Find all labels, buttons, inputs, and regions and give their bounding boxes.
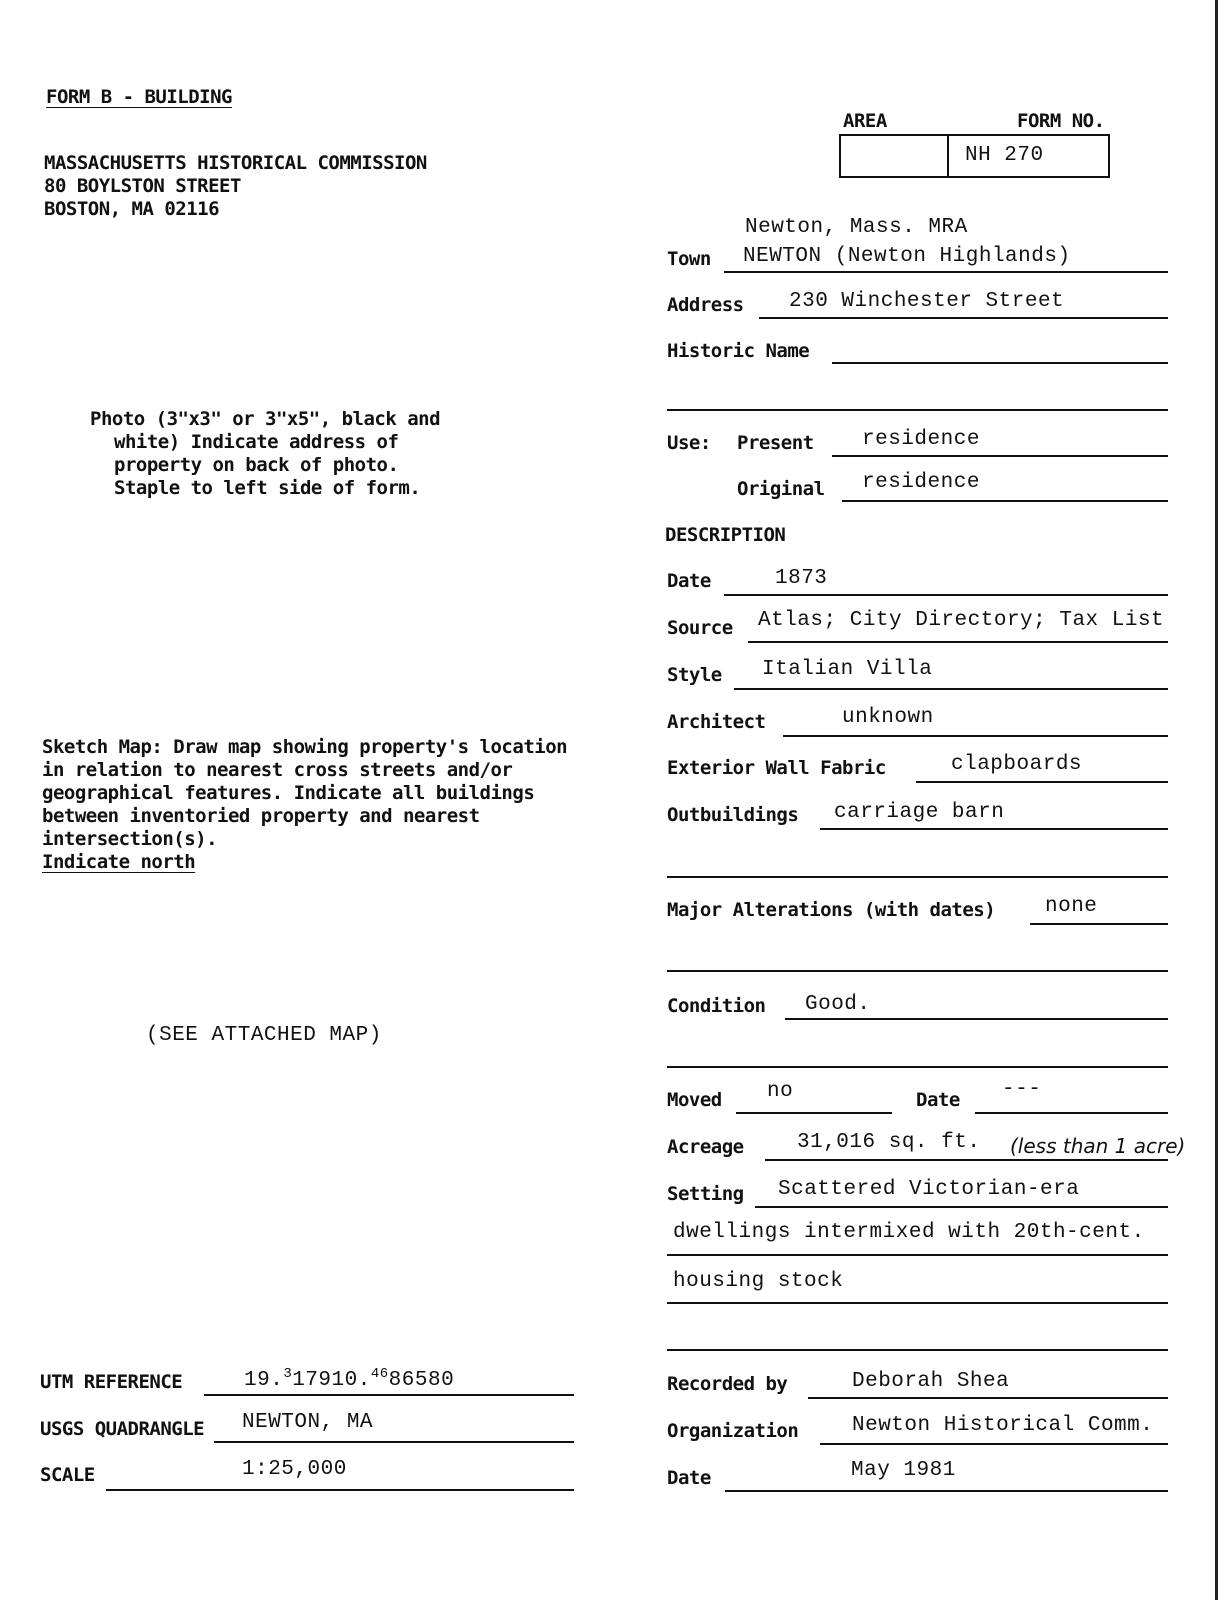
architect-label: Architect bbox=[667, 711, 766, 733]
form-title: FORM B - BUILDING bbox=[46, 86, 232, 108]
utm-northing-prefix: 46 bbox=[370, 1366, 389, 1382]
alterations-label: Major Alterations (with dates) bbox=[667, 899, 996, 921]
description-heading: DESCRIPTION bbox=[665, 524, 786, 546]
present-use-label: Present bbox=[737, 432, 814, 454]
form-no-value: NH 270 bbox=[965, 144, 1044, 167]
address-value: 230 Winchester Street bbox=[789, 290, 1065, 313]
usgs-underline bbox=[214, 1441, 574, 1443]
historic-name-label: Historic Name bbox=[667, 340, 810, 362]
alterations-underline-2 bbox=[667, 970, 1168, 972]
photo-instructions-line: white) Indicate address of bbox=[114, 431, 399, 453]
commission-city: BOSTON, MA 02116 bbox=[44, 198, 220, 220]
usgs-label: USGS QUADRANGLE bbox=[40, 1418, 205, 1440]
utm-underline bbox=[204, 1394, 574, 1396]
sketch-instructions-line: Sketch Map: Draw map showing property's location bbox=[42, 736, 568, 758]
area-label: AREA bbox=[843, 110, 887, 132]
setting-line-3: housing stock bbox=[673, 1270, 844, 1293]
setting-line-1: Scattered Victorian-era bbox=[778, 1178, 1080, 1201]
acreage-label: Acreage bbox=[667, 1136, 744, 1158]
organization-underline bbox=[820, 1443, 1168, 1445]
moved-date-label: Date bbox=[916, 1089, 960, 1111]
outbuildings-value: carriage barn bbox=[834, 801, 1005, 824]
setting-underline-3 bbox=[667, 1302, 1168, 1304]
setting-label: Setting bbox=[667, 1183, 744, 1205]
scale-underline bbox=[106, 1489, 574, 1491]
acreage-underline bbox=[765, 1159, 1168, 1161]
organization-label: Organization bbox=[667, 1420, 799, 1442]
style-underline bbox=[734, 688, 1168, 690]
utm-value bbox=[244, 1366, 454, 1392]
original-use-underline bbox=[842, 500, 1168, 502]
recorded-by-value: Deborah Shea bbox=[852, 1370, 1010, 1393]
photo-instructions-line: property on back of photo. bbox=[114, 454, 399, 476]
moved-underline bbox=[736, 1112, 892, 1114]
acreage-handwritten-note: (less than 1 acre) bbox=[1010, 1134, 1186, 1158]
id-box bbox=[839, 134, 1110, 178]
architect-underline bbox=[783, 735, 1168, 737]
utm-easting: 17910. bbox=[292, 1369, 371, 1392]
moved-date-value: --- bbox=[1002, 1078, 1042, 1101]
mra-note: Newton, Mass. MRA bbox=[745, 216, 968, 239]
date-underline bbox=[724, 594, 1168, 596]
use-label: Use: bbox=[667, 432, 711, 454]
acreage-value: 31,016 sq. ft. bbox=[797, 1131, 981, 1154]
source-label: Source bbox=[667, 617, 733, 639]
photo-instructions-line: Photo (3"x3" or 3"x5", black and bbox=[90, 408, 441, 430]
alterations-underline bbox=[1030, 923, 1168, 925]
form-no-label: FORM NO. bbox=[1017, 110, 1105, 132]
outbuildings-underline bbox=[820, 828, 1168, 830]
sketch-instructions-line: intersection(s). bbox=[42, 828, 218, 850]
date-value: 1873 bbox=[775, 567, 828, 590]
scale-label: SCALE bbox=[40, 1464, 95, 1486]
photo-instructions bbox=[90, 408, 440, 500]
sketch-instructions-line: geographical features. Indicate all buildings bbox=[42, 782, 535, 804]
date-label: Date bbox=[667, 570, 711, 592]
utm-easting-prefix: 3 bbox=[283, 1366, 293, 1382]
usgs-value: NEWTON, MA bbox=[242, 1411, 374, 1434]
record-date-label: Date bbox=[667, 1467, 711, 1489]
style-value: Italian Villa bbox=[762, 658, 933, 681]
wall-fabric-underline bbox=[916, 781, 1168, 783]
commission-street: 80 BOYLSTON STREET bbox=[44, 175, 241, 197]
town-label: Town bbox=[667, 248, 711, 270]
present-use-value: residence bbox=[862, 428, 980, 451]
sketch-instructions-line: in relation to nearest cross streets and/or bbox=[42, 759, 513, 781]
moved-value: no bbox=[767, 1080, 794, 1103]
original-use-value: residence bbox=[862, 471, 980, 494]
recorded-by-underline bbox=[808, 1397, 1168, 1399]
setting-underline-4 bbox=[667, 1349, 1168, 1351]
condition-value: Good. bbox=[805, 993, 871, 1016]
organization-value: Newton Historical Comm. bbox=[852, 1414, 1154, 1437]
address-label: Address bbox=[667, 294, 744, 316]
utm-northing: 86580 bbox=[388, 1369, 455, 1392]
town-underline bbox=[724, 271, 1168, 273]
town-value: NEWTON (Newton Highlands) bbox=[743, 245, 1071, 268]
wall-fabric-label: Exterior Wall Fabric bbox=[667, 757, 886, 779]
scale-value: 1:25,000 bbox=[242, 1458, 347, 1481]
source-underline bbox=[748, 641, 1168, 643]
commission-name: MASSACHUSETTS HISTORICAL COMMISSION bbox=[44, 152, 427, 174]
address-underline bbox=[759, 317, 1168, 319]
historic-name-underline-2 bbox=[667, 409, 1168, 411]
map-note: (SEE ATTACHED MAP) bbox=[146, 1024, 382, 1047]
recorded-by-label: Recorded by bbox=[667, 1373, 788, 1395]
moved-date-underline bbox=[975, 1112, 1168, 1114]
utm-zone: 19. bbox=[244, 1369, 284, 1392]
outbuildings-label: Outbuildings bbox=[667, 804, 799, 826]
alterations-value: none bbox=[1045, 895, 1098, 918]
sketch-instructions-line: between inventoried property and nearest bbox=[42, 805, 480, 827]
condition-underline bbox=[785, 1018, 1168, 1020]
utm-label: UTM REFERENCE bbox=[40, 1371, 183, 1393]
style-label: Style bbox=[667, 664, 722, 686]
condition-label: Condition bbox=[667, 995, 766, 1017]
record-date-underline bbox=[725, 1490, 1168, 1492]
setting-underline-1 bbox=[755, 1206, 1168, 1208]
present-use-underline bbox=[832, 455, 1168, 457]
photo-instructions-line: Staple to left side of form. bbox=[114, 477, 421, 499]
id-box-divider bbox=[947, 136, 949, 176]
original-use-label: Original bbox=[737, 478, 825, 500]
indicate-north-note: Indicate north bbox=[42, 851, 196, 873]
condition-underline-2 bbox=[667, 1066, 1168, 1068]
source-value: Atlas; City Directory; Tax List bbox=[758, 609, 1165, 632]
historic-name-underline bbox=[832, 362, 1168, 364]
outbuildings-underline-2 bbox=[667, 876, 1168, 878]
architect-value: unknown bbox=[842, 706, 934, 729]
moved-label: Moved bbox=[667, 1089, 722, 1111]
record-date-value: May 1981 bbox=[851, 1459, 956, 1482]
sketch-instructions bbox=[42, 736, 567, 874]
setting-underline-2 bbox=[667, 1254, 1168, 1256]
wall-fabric-value: clapboards bbox=[951, 753, 1083, 776]
setting-line-2: dwellings intermixed with 20th-cent. bbox=[673, 1221, 1145, 1244]
